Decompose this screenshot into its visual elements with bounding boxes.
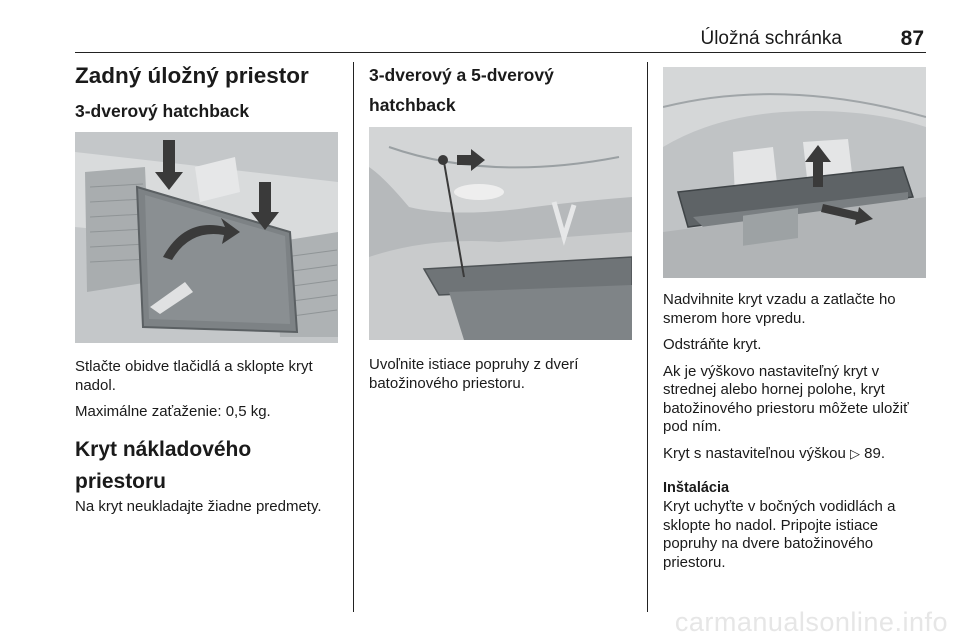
section-heading: Zadný úložný priestor: [75, 63, 309, 88]
page-number: 87: [900, 27, 924, 50]
instruction-text: Uvoľnite istiace popruhy z dverí batožinového priestoru.: [369, 356, 579, 392]
max-load-text: Maximálne zaťaženie: 0,5 kg.: [75, 403, 271, 420]
page-reference-link[interactable]: 89.: [864, 444, 885, 462]
column-1-text: [75, 358, 343, 516]
step-heading: Inštalácia: [663, 480, 730, 496]
instruction-text: Kryt uchyťte v bočných vodidlách a sklopte ho nadol. Pripojte istiace popruhy na dvere batožinového priestoru.: [663, 498, 896, 571]
instruction-text: Stlačte obidve tlačidlá a sklopte kryt nadol.: [75, 358, 313, 394]
warning-text: Na kryt neukladajte žiadne predmety.: [75, 497, 322, 515]
column-divider: [353, 62, 354, 612]
instruction-text: Nadvihnite kryt vzadu a zatlačte ho smerom hore vpredu.: [663, 291, 896, 327]
column-3-text: [663, 291, 931, 572]
column-2-text: [369, 356, 637, 393]
watermark: carmanualsonline.info: [674, 607, 948, 637]
triangle-right-icon: ▷: [849, 445, 860, 461]
section-heading: Kryt nákladového priestoru: [75, 437, 252, 493]
figure-release-straps: [369, 127, 632, 340]
figure-rear-storage: [75, 132, 338, 343]
column-divider: [647, 62, 648, 612]
instruction-text: Ak je výškovo nastaviteľný kryt v strednej alebo hornej polohe, kryt batožinového priestoru môžete uložiť pod ním.: [663, 362, 909, 435]
page-header: [75, 22, 926, 53]
instruction-text: Odstráňte kryt.: [663, 336, 762, 353]
reference-label: Kryt s nastaviteľnou výškou: [663, 444, 846, 462]
header-title: Úložná schránka: [700, 28, 842, 49]
column-1: [75, 60, 343, 124]
reference-text: [663, 445, 931, 464]
figure-remove-cover: [663, 67, 926, 278]
section-subheading: 3-dverový hatchback: [75, 101, 250, 121]
section-subheading: 3-dverový a 5-dverový hatchback: [369, 65, 554, 115]
